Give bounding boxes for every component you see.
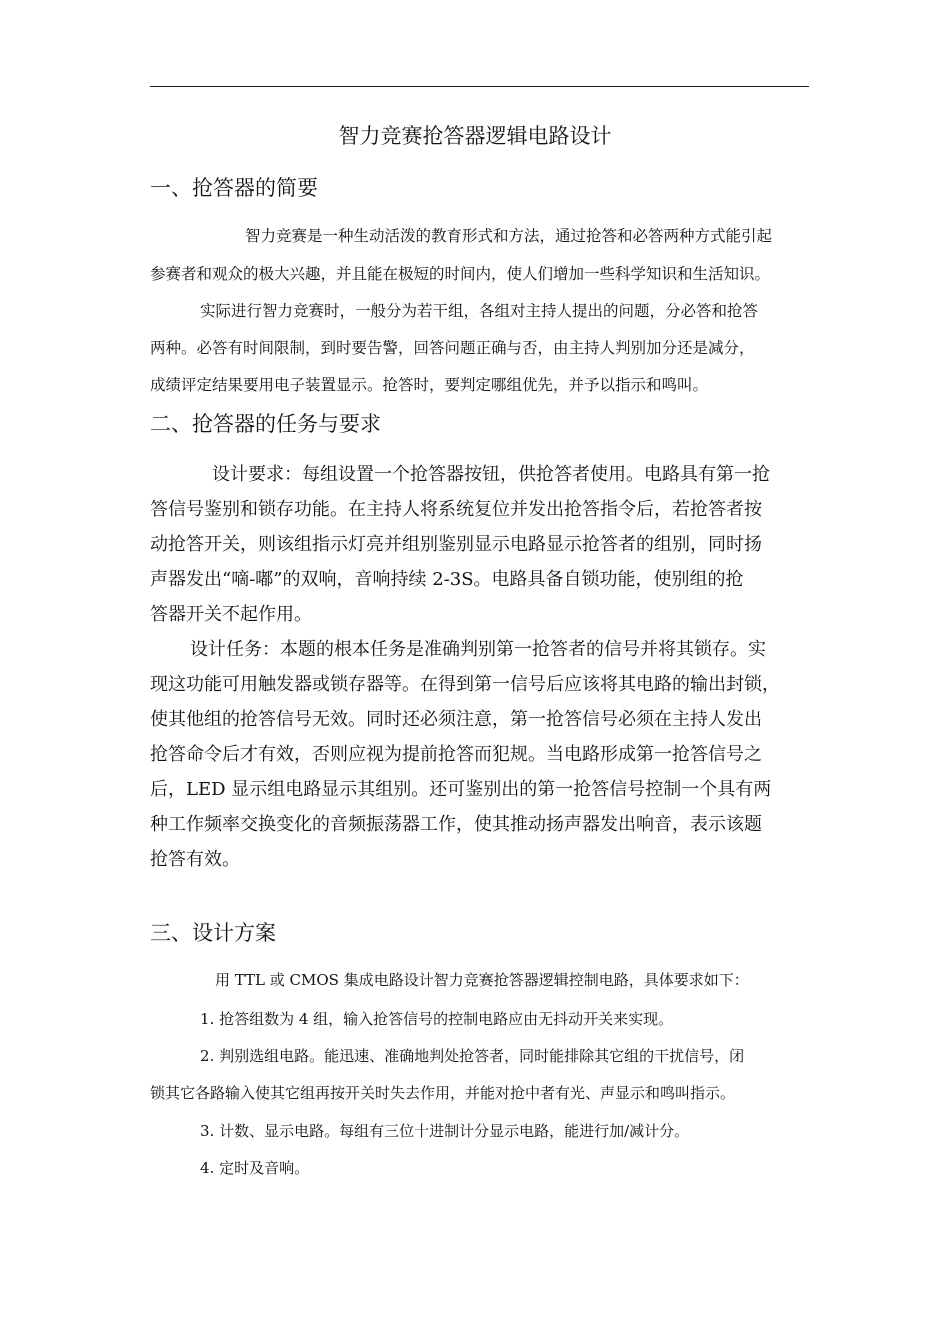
section-2-line-5: 答器开关不起作用。 <box>150 604 312 625</box>
section-3-intro: 用 TTL 或 CMOS 集成电路设计智力竞赛抢答器逻辑控制电路，具体要求如下： <box>215 971 749 989</box>
document-title: 智力竞赛抢答器逻辑电路设计 <box>338 124 612 148</box>
section-2-line-11: 种工作频率交换变化的音频振荡器工作，使其推动扬声器发出响音，表示该题 <box>150 814 762 835</box>
section-3-item-2: 2. 判别选组电路。能迅速、准确地判处抢答者，同时能排除其它组的干扰信号，闭 <box>200 1047 745 1065</box>
section-2-line-9: 抢答命令后才有效，否则应视为提前抢答而犯规。当电路形成第一抢答信号之 <box>150 744 762 765</box>
section-3-item-4: 4. 定时及音响。 <box>200 1159 310 1177</box>
section-2-line-3: 动抢答开关，则该组指示灯亮并组别鉴别显示电路显示抢答者的组别，同时扬 <box>150 534 762 555</box>
section-1-line-4: 两种。必答有时间限制，到时要告警，回答问题正确与否，由主持人判别加分还是减分， <box>150 339 755 357</box>
header-rule <box>150 86 809 87</box>
section-2-line-1: 设计要求：每组设置一个抢答器按钮，供抢答者使用。电路具有第一抢 <box>212 464 770 485</box>
section-2-line-6: 设计任务：本题的根本任务是准确判别第一抢答者的信号并将其锁存。实 <box>190 639 766 660</box>
section-1-line-1: 智力竞赛是一种生动活泼的教育形式和方法，通过抢答和必答两种方式能引起 <box>245 227 773 245</box>
section-1-heading: 一、抢答器的简要 <box>150 176 318 200</box>
section-2-line-7: 现这功能可用触发器或锁存器等。在得到第一信号后应该将其电路的输出封锁， <box>150 674 780 695</box>
section-3-item-3: 3. 计数、显示电路。每组有三位十进制计分显示电路，能进行加/减计分。 <box>200 1122 690 1140</box>
section-1-line-3: 实际进行智力竞赛时，一般分为若干组，各组对主持人提出的问题，分必答和抢答 <box>200 302 759 320</box>
section-2-line-4: 声器发出“嘀-嘟”的双响，音响持续 2-3S。电路具备自锁功能，使别组的抢 <box>150 569 744 590</box>
section-1-line-5: 成绩评定结果要用电子装置显示。抢答时，要判定哪组优先，并予以指示和鸣叫。 <box>150 376 709 394</box>
section-3-heading: 三、设计方案 <box>150 921 276 945</box>
section-2-line-12: 抢答有效。 <box>150 849 240 870</box>
section-2-heading: 二、抢答器的任务与要求 <box>150 412 381 436</box>
section-2-line-2: 答信号鉴别和锁存功能。在主持人将系统复位并发出抢答指令后，若抢答者按 <box>150 499 762 520</box>
section-3-item-1: 1. 抢答组数为 4 组，输入抢答信号的控制电路应由无抖动开关来实现。 <box>200 1010 674 1028</box>
section-3-item-2-cont: 锁其它各路输入使其它组再按开关时失去作用，并能对抢中者有光、声显示和鸣叫指示。 <box>150 1084 736 1102</box>
section-2-line-10: 后，LED 显示组电路显示其组别。还可鉴别出的第一抢答信号控制一个具有两 <box>150 779 772 800</box>
section-1-line-2: 参赛者和观众的极大兴趣，并且能在极短的时间内，使人们增加一些科学知识和生活知识。 <box>150 265 771 283</box>
section-2-line-8: 使其他组的抢答信号无效。同时还必须注意，第一抢答信号必须在主持人发出 <box>150 709 762 730</box>
